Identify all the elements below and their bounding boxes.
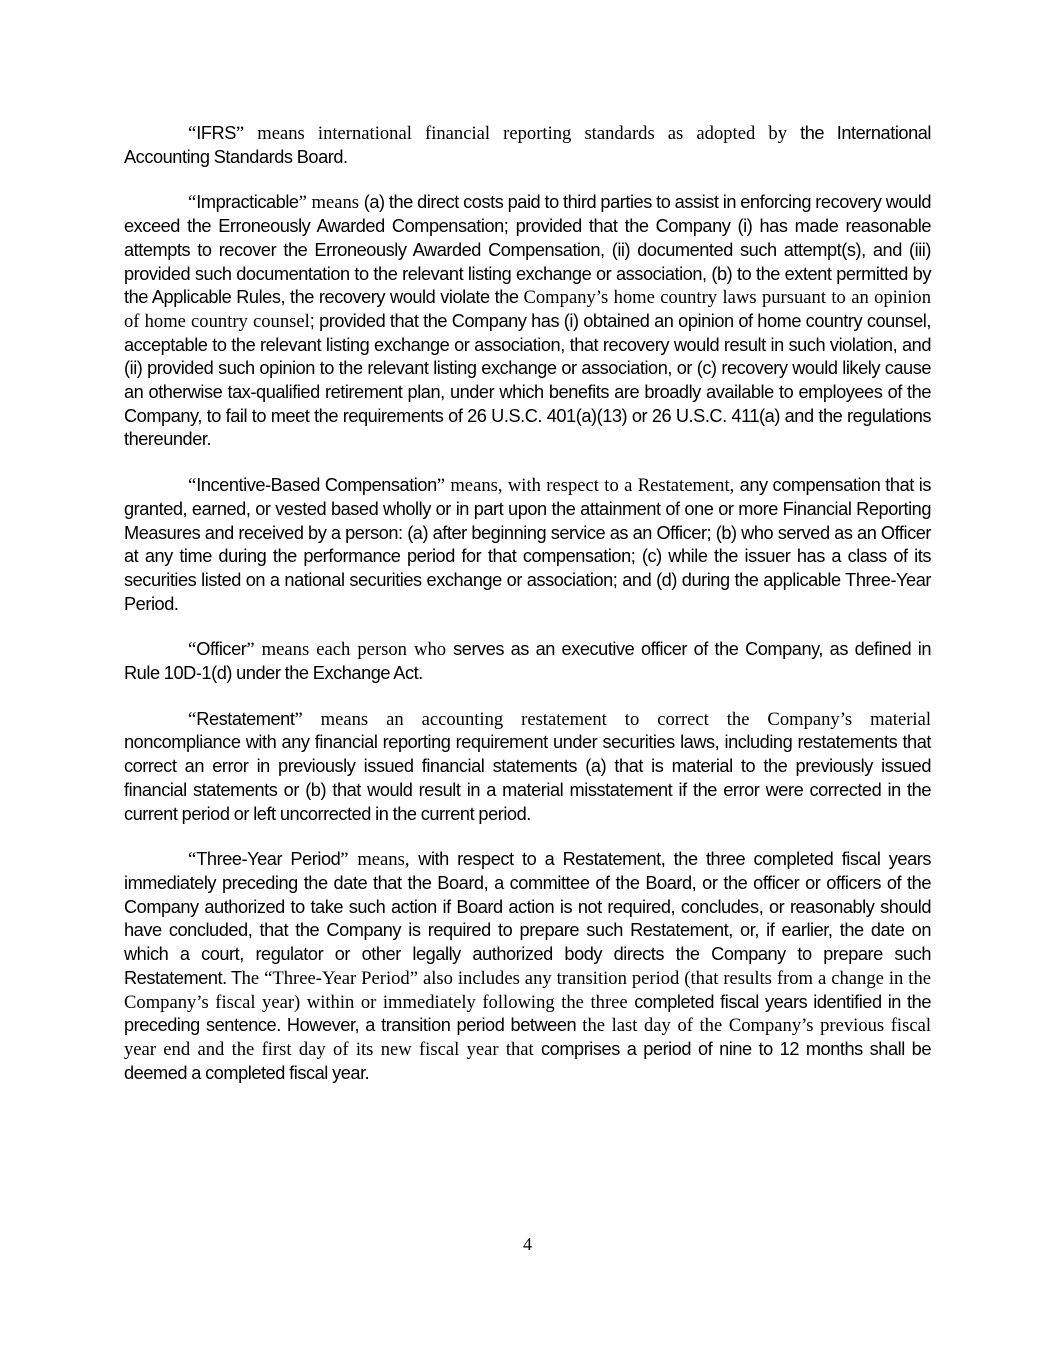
defined-term: IFRS	[196, 123, 236, 143]
definition-impracticable	[124, 191, 931, 452]
definition-connector: ” means,	[340, 849, 419, 871]
definition-body: with respect to a Restatement, the three completed fiscal years immediately preceding the date that the Board, a committee of the Board, or the officer or officers of the Company authorized to take such action if Board action is not required, concludes, or reasonably should have concluded, that the Company is required to prepare such Restatement, or, if earlier, the date on which a court, regulator or other legally authorized body directs the Company to prepare such Restatement. T	[124, 849, 931, 988]
open-quote: “	[188, 708, 197, 730]
open-quote: “	[188, 123, 197, 144]
definition-body-serif: Company’s home country laws pursuant to an opinion of home country counsel	[124, 287, 931, 332]
definition-ifrs	[124, 122, 931, 169]
definition-connector: ” means, with respect to a Restatement,	[436, 475, 740, 497]
definition-body-serif-2: the last day of the Company’s previous fiscal year end and the first day of its new fiscal year that	[124, 1015, 931, 1060]
document-page	[124, 122, 931, 1107]
open-quote: “	[188, 849, 197, 871]
definition-three-year-period	[124, 848, 931, 1085]
definition-body: noncompliance with any financial reporting requirement under securities laws, including restatements that correct an error in previously issued financial statements (a) that is material to the previously issued financial statements or (b) that would result in a material misstatement if the error were corrected in the current period or left uncorrected in the current period.	[124, 732, 931, 824]
defined-term: Three-Year Period	[196, 849, 341, 870]
open-quote: “	[188, 639, 197, 661]
definition-connector: ” means	[298, 192, 364, 214]
definition-restatement	[124, 708, 931, 827]
definition-body-tail: ; provided that the Company has (i) obtained an opinion of home country counsel, acceptable to the relevant listing exchange or association, that recovery would result in such violation, and (ii) provided such opinion to the relevant listing exchange or association, or (c) recovery would likely cause an otherwise tax-qualified retirement plan, under which benefits are broadly available to employees of the Company, to fail to meet the requirements of 26 U.S.C. 401(a)(13) or 26 U.S.C. 411(a) and the regulations thereunder.	[124, 310, 931, 450]
defined-term: Restatement	[196, 708, 295, 729]
definition-body-serif: he “Three-Year Period” also includes any transition period (that results from a change in the Company’s fiscal year) within or immediately following the three	[124, 967, 931, 1013]
open-quote: “	[188, 475, 197, 497]
definition-connector: ” means an accounting restatement to correct the Company’s material	[294, 708, 931, 730]
definition-officer	[124, 638, 931, 685]
definition-connector: ” means international financial reporting standards as adopted by	[235, 123, 801, 144]
definition-connector: ” means each person who	[246, 639, 454, 661]
definition-body-tail-2: comprises a period of nine to 12 months shall be deemed a completed fiscal year.	[124, 1038, 931, 1083]
definition-body-tail: completed fiscal years identified in the preceding sentence. However, a transition period between	[124, 991, 931, 1036]
defined-term: Impracticable	[196, 192, 299, 213]
open-quote: “	[188, 192, 197, 214]
definition-body: any compensation that is granted, earned, or vested based wholly or in part upon the attainment of one or more Financial Reporting Measures and received by a person: (a) after beginning service as an Officer; (b) who served as an Officer at any time during the performance period for that compensation; (c) while the issuer has a class of its securities listed on a national securities exchange or association; and (d) during the applicable Three-Year Period.	[124, 475, 931, 614]
definition-body: serves as an executive officer of the Company, as defined in Rule 10D-1(d) under the Exchange Act.	[124, 639, 931, 684]
definition-body: (a) the direct costs paid to third parties to assist in enforcing recovery would exceed the Erroneously Awarded Compensation; provided that the Company (i) has made reasonable attempts to recover the Erroneously Awarded Compensation, (ii) documented such attempt(s), and (iii) provided such documentation to the relevant listing exchange or association, (b) to the extent permitted by the Applicable Rules, the recovery would violate the	[124, 192, 931, 308]
defined-term: Incentive-Based Compensation	[196, 475, 437, 496]
page-number: 4	[523, 1234, 532, 1254]
definition-body: the International Accounting Standards Board.	[124, 123, 931, 167]
defined-term: Officer	[196, 639, 247, 660]
definition-incentive-based-compensation	[124, 474, 931, 616]
